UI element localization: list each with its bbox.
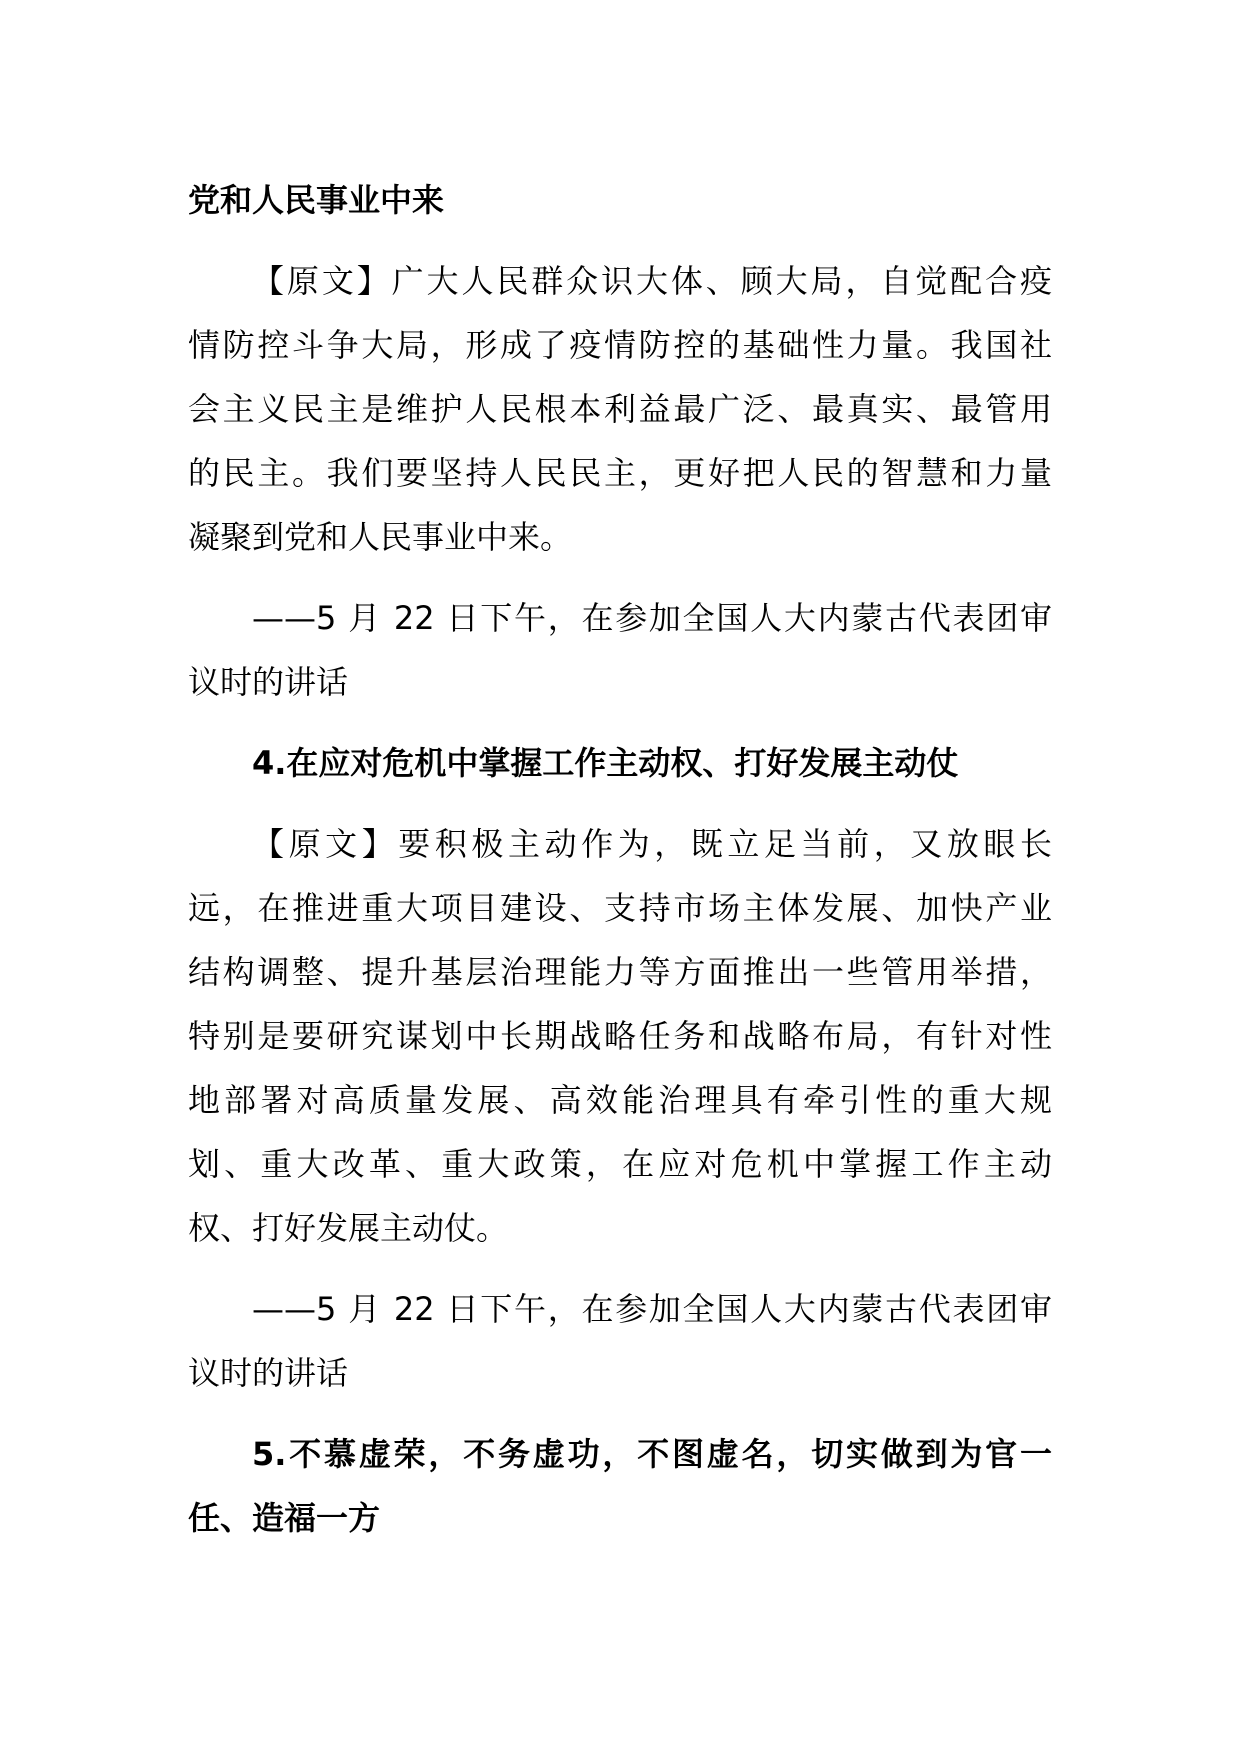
paragraph-line: 远，在推进重大项目建设、支持市场主体发展、加快产业: [188, 889, 1052, 927]
document-body: [188, 168, 1052, 1550]
paragraph-line: 地部署对高质量发展、高效能治理具有牵引性的重大规: [188, 1081, 1052, 1119]
section-heading-continuation: 党和人民事业中来: [188, 181, 445, 219]
heading-line: 5.不慕虚荣，不务虚功，不图虚名，切实做到为官一: [252, 1435, 1052, 1473]
source-line: 议时的讲话: [188, 1354, 349, 1392]
paragraph-line: 的民主。我们要坚持人民民主，更好把人民的智慧和力量: [188, 454, 1052, 492]
source-line: ——5 月 22 日下午，在参加全国人大内蒙古代表团审: [252, 1290, 1052, 1328]
paragraph-line: 权、打好发展主动仗。: [188, 1209, 509, 1247]
source-line: 议时的讲话: [188, 663, 349, 701]
paragraph-line: 【原文】要积极主动作为，既立足当前，又放眼长: [252, 825, 1052, 863]
paragraph-line: 凝聚到党和人民事业中来。: [188, 518, 573, 556]
source-line: ——5 月 22 日下午，在参加全国人大内蒙古代表团审: [252, 599, 1052, 637]
source-attribution-1: [188, 586, 1052, 714]
paragraph-line: 特别是要研究谋划中长期战略任务和战略布局，有针对性: [188, 1017, 1052, 1055]
paragraph-line: 【原文】广大人民群众识大体、顾大局，自觉配合疫: [252, 262, 1052, 300]
section-heading-4: 4.在应对危机中掌握工作主动权、打好发展主动仗: [252, 744, 959, 782]
paragraph-line: 情防控斗争大局，形成了疫情防控的基础性力量。我国社: [188, 326, 1052, 364]
section-heading-5: [188, 1422, 1052, 1550]
heading-line: 任、造福一方: [188, 1499, 381, 1537]
paragraph-line: 会主义民主是维护人民根本利益最广泛、最真实、最管用: [188, 390, 1052, 428]
quote-paragraph-1: [188, 249, 1052, 569]
quote-paragraph-2: [188, 812, 1052, 1260]
paragraph-line: 结构调整、提升基层治理能力等方面推出一些管用举措，: [188, 953, 1052, 991]
paragraph-line: 划、重大改革、重大政策，在应对危机中掌握工作主动: [188, 1145, 1052, 1183]
source-attribution-2: [188, 1277, 1052, 1405]
